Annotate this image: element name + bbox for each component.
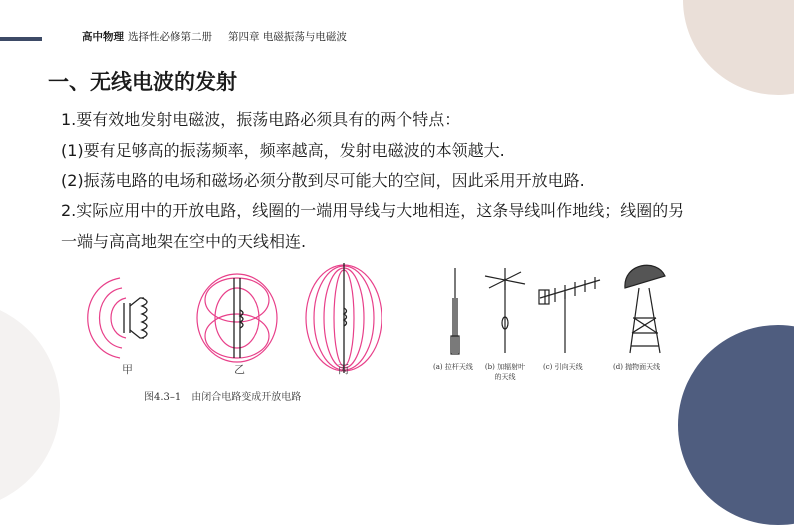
header-accent-line — [0, 37, 42, 41]
paragraph-4a: 2.实际应用中的开放电路，线圈的一端用导线与大地相连，这条导线叫作地线；线圈的另 — [61, 201, 685, 220]
figure-label-jia: 甲 — [122, 363, 133, 376]
figure-label-bing: 丙 — [338, 363, 349, 376]
figure-label-yi: 乙 — [234, 363, 245, 376]
antenna-caption-b: (b) 加辐射叶的天线 — [484, 363, 526, 381]
antenna-illustrations — [425, 258, 680, 368]
header-book: 选择性必修第二册 — [128, 31, 212, 43]
figure-caption: 图4.3–1 由闭合电路变成开放电路 — [144, 392, 302, 403]
figure-open-circuit — [82, 258, 382, 408]
header-chapter: 第四章 电磁振荡与电磁波 — [228, 31, 347, 43]
antenna-caption-a: (a) 拉杆天线 — [433, 363, 473, 371]
decor-circle-bottom — [678, 325, 794, 525]
decor-circle-left — [0, 300, 60, 510]
paragraph-1: 1.要有效地发射电磁波，振荡电路必须具有的两个特点： — [61, 110, 461, 129]
paragraph-2: (1)要有足够高的振荡频率，频率越高，发射电磁波的本领越大. — [61, 141, 505, 160]
header-subject: 高中物理 — [82, 31, 124, 43]
figure-open-circuit-svg — [82, 258, 382, 408]
section-title: 一、无线电波的发射 — [48, 70, 237, 94]
antenna-caption-c: (c) 引向天线 — [543, 363, 583, 371]
decor-circle-top — [683, 0, 794, 95]
slide-header — [82, 29, 347, 44]
antenna-caption-d: (d) 抛物面天线 — [613, 363, 661, 371]
paragraph-4b: 一端与高高地架在空中的天线相连. — [61, 232, 307, 251]
paragraph-3: (2)振荡电路的电场和磁场必须分散到尽可能大的空间，因此采用开放电路. — [61, 171, 585, 190]
figure-antenna-types — [425, 258, 680, 398]
